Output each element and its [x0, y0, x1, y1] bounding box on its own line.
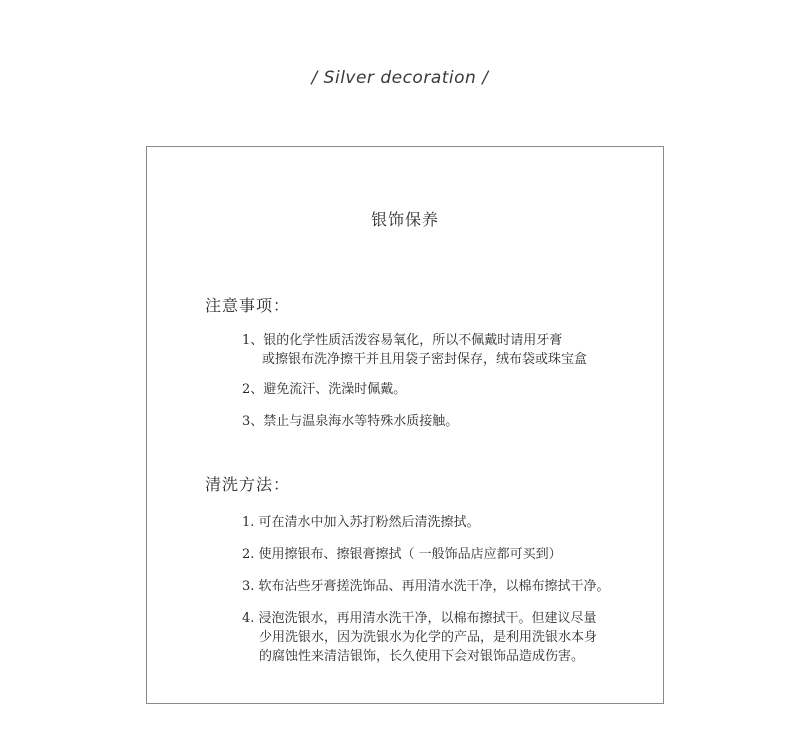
- precaution-item-2-line1: 2、避免流汗、洗澡时佩戴。: [242, 382, 407, 397]
- silver-care-card: [146, 146, 664, 704]
- card-title: 银饰保养: [370, 210, 439, 229]
- cleaning-item-4-line3: 的腐蚀性来清洁银饰，长久使用下会对银饰品造成伤害。: [259, 649, 585, 664]
- cleaning-item-2: [242, 545, 562, 564]
- cleaning-heading: 清洗方法：: [205, 475, 291, 494]
- cleaning-item-4-line2: 少用洗银水，因为洗银水为化学的产品，是利用洗银水本身: [259, 630, 598, 645]
- precaution-item-2: [242, 380, 406, 399]
- cleaning-item-4: [242, 609, 597, 666]
- cleaning-item-3: [242, 577, 610, 596]
- precautions-heading: 注意事项：: [205, 296, 291, 315]
- precaution-item-3-line1: 3、禁止与温泉海水等特殊水质接触。: [242, 414, 459, 429]
- precaution-item-1: [242, 331, 587, 369]
- precaution-item-1-line2: 或擦银布洗净擦干并且用袋子密封保存，绒布袋或珠宝盒: [262, 352, 588, 367]
- cleaning-item-1: [242, 513, 480, 532]
- cleaning-item-1-line1: 1. 可在清水中加入苏打粉然后清洗擦拭。: [242, 515, 480, 530]
- precaution-item-1-line1: 1、银的化学性质活泼容易氧化，所以不佩戴时请用牙膏: [242, 333, 563, 348]
- precaution-item-3: [242, 412, 458, 431]
- cleaning-item-4-line1: 4. 浸泡洗银水，再用清水洗干净，以棉布擦拭干。但建议尽量: [242, 611, 597, 626]
- cleaning-item-2-line1: 2. 使用擦银布、擦银膏擦拭（ 一般饰品店应都可买到）: [242, 547, 562, 562]
- header-title: / Silver decoration /: [311, 68, 489, 88]
- cleaning-item-3-line1: 3. 软布沾些牙膏搓洗饰品、再用清水洗干净，以棉布擦拭干净。: [242, 579, 610, 594]
